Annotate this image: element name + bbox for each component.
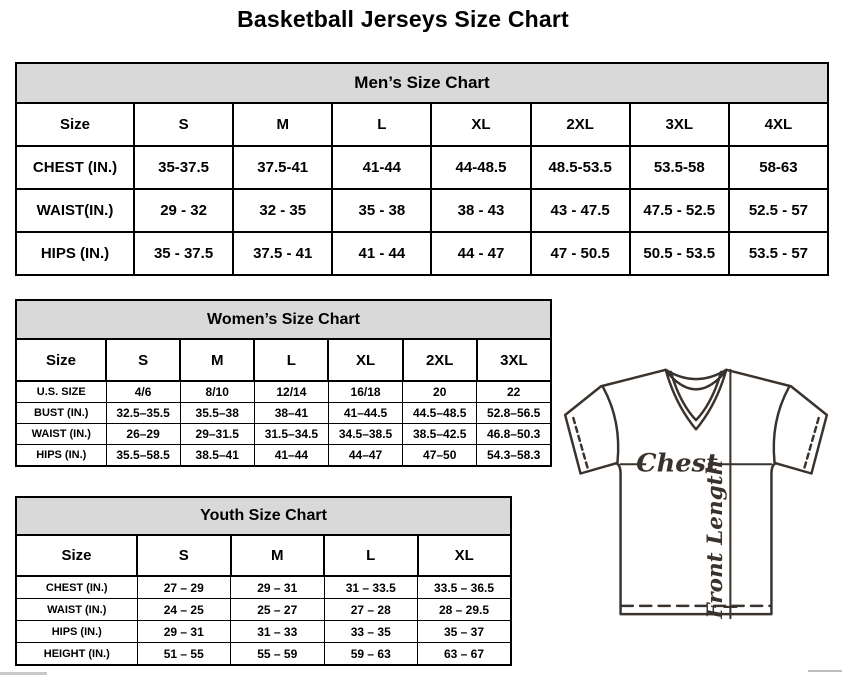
youth-value-cell: 25 – 27 [231, 599, 325, 621]
men-value-cell: 43 - 47.5 [531, 189, 630, 232]
youth-row-label: CHEST (IN.) [16, 576, 137, 599]
women-table-row [16, 424, 551, 445]
men-value-cell: 50.5 - 53.5 [630, 232, 729, 275]
youth-size-col-L: L [324, 535, 418, 576]
youth-value-cell: 51 – 55 [137, 643, 231, 666]
women-value-cell: 41–44 [254, 445, 328, 467]
men-size-col-S: S [134, 103, 233, 146]
chest-label: Chest [636, 448, 718, 479]
men-row-label: WAIST(IN.) [16, 189, 134, 232]
men-size-col-M: M [233, 103, 332, 146]
women-size-col-3XL: 3XL [477, 339, 551, 381]
men-table-row [16, 189, 828, 232]
youth-size-corner-cell: Size [16, 535, 137, 576]
men-value-cell: 41 - 44 [332, 232, 431, 275]
women-size-col-2XL: 2XL [403, 339, 477, 381]
women-size-col-L: L [254, 339, 328, 381]
men-table-row [16, 146, 828, 189]
women-value-cell: 46.8–50.3 [477, 424, 551, 445]
men-value-cell: 29 - 32 [134, 189, 233, 232]
men-value-cell: 44-48.5 [431, 146, 530, 189]
women-row-label: WAIST (IN.) [16, 424, 106, 445]
youth-value-cell: 29 – 31 [137, 621, 231, 643]
women-value-cell: 41–44.5 [328, 403, 402, 424]
youth-value-cell: 33.5 – 36.5 [418, 576, 512, 599]
youth-value-cell: 55 – 59 [231, 643, 325, 666]
womens-size-chart-section [15, 299, 552, 467]
women-size-col-XL: XL [328, 339, 402, 381]
women-value-cell: 52.8–56.5 [477, 403, 551, 424]
women-value-cell: 47–50 [403, 445, 477, 467]
youth-value-cell: 35 – 37 [418, 621, 512, 643]
youth-table-row [16, 576, 511, 599]
men-size-col-2XL: 2XL [531, 103, 630, 146]
youth-row-label: WAIST (IN.) [16, 599, 137, 621]
youth-value-cell: 27 – 28 [324, 599, 418, 621]
women-value-cell: 38.5–42.5 [403, 424, 477, 445]
men-row-label: CHEST (IN.) [16, 146, 134, 189]
men-value-cell: 35 - 38 [332, 189, 431, 232]
women-value-cell: 22 [477, 381, 551, 403]
men-value-cell: 53.5-58 [630, 146, 729, 189]
youth-size-chart-section [15, 496, 512, 666]
women-value-cell: 38.5–41 [180, 445, 254, 467]
women-size-col-S: S [106, 339, 180, 381]
women-row-label: HIPS (IN.) [16, 445, 106, 467]
women-table-row [16, 381, 551, 403]
women-value-cell: 44–47 [328, 445, 402, 467]
men-value-cell: 44 - 47 [431, 232, 530, 275]
men-value-cell: 37.5-41 [233, 146, 332, 189]
women-table-title: Women’s Size Chart [16, 300, 551, 339]
women-table-row [16, 445, 551, 467]
youth-size-col-S: S [137, 535, 231, 576]
men-value-cell: 48.5-53.5 [531, 146, 630, 189]
men-value-cell: 58-63 [729, 146, 828, 189]
youth-row-label: HEIGHT (IN.) [16, 643, 137, 666]
men-table-title: Men’s Size Chart [16, 63, 828, 103]
men-size-corner-cell: Size [16, 103, 134, 146]
right-cuff-dashed-line [804, 418, 818, 468]
youth-value-cell: 28 – 29.5 [418, 599, 512, 621]
left-cuff-dashed-line [573, 418, 587, 468]
youth-value-cell: 59 – 63 [324, 643, 418, 666]
women-value-cell: 16/18 [328, 381, 402, 403]
men-value-cell: 35-37.5 [134, 146, 233, 189]
women-value-cell: 31.5–34.5 [254, 424, 328, 445]
youth-value-cell: 24 – 25 [137, 599, 231, 621]
women-table-row [16, 403, 551, 424]
women-value-cell: 4/6 [106, 381, 180, 403]
men-value-cell: 32 - 35 [233, 189, 332, 232]
youth-table-row [16, 599, 511, 621]
women-value-cell: 12/14 [254, 381, 328, 403]
youth-value-cell: 31 – 33.5 [324, 576, 418, 599]
women-value-cell: 38–41 [254, 403, 328, 424]
women-value-cell: 32.5–35.5 [106, 403, 180, 424]
youth-value-cell: 33 – 35 [324, 621, 418, 643]
men-value-cell: 37.5 - 41 [233, 232, 332, 275]
youth-value-cell: 29 – 31 [231, 576, 325, 599]
youth-table-row [16, 643, 511, 666]
youth-table-title: Youth Size Chart [16, 497, 511, 535]
youth-value-cell: 63 – 67 [418, 643, 512, 666]
women-value-cell: 35.5–58.5 [106, 445, 180, 467]
mens-size-table [15, 62, 829, 276]
women-value-cell: 8/10 [180, 381, 254, 403]
youth-size-table [15, 496, 512, 666]
women-value-cell: 26–29 [106, 424, 180, 445]
scrollbar-fragment-right [808, 670, 842, 672]
right-armhole-seam [774, 387, 789, 462]
youth-size-col-M: M [231, 535, 325, 576]
men-value-cell: 52.5 - 57 [729, 189, 828, 232]
women-value-cell: 44.5–48.5 [403, 403, 477, 424]
women-value-cell: 29–31.5 [180, 424, 254, 445]
women-row-label: BUST (IN.) [16, 403, 106, 424]
men-size-col-XL: XL [431, 103, 530, 146]
men-value-cell: 41-44 [332, 146, 431, 189]
men-value-cell: 53.5 - 57 [729, 232, 828, 275]
women-size-col-M: M [180, 339, 254, 381]
men-value-cell: 35 - 37.5 [134, 232, 233, 275]
women-size-corner-cell: Size [16, 339, 106, 381]
scrollbar-fragment-left [0, 672, 47, 675]
youth-value-cell: 27 – 29 [137, 576, 231, 599]
men-row-label: HIPS (IN.) [16, 232, 134, 275]
men-size-col-3XL: 3XL [630, 103, 729, 146]
collar-top-arc [666, 370, 727, 379]
women-value-cell: 35.5–38 [180, 403, 254, 424]
jersey-measurement-diagram [560, 364, 832, 622]
men-value-cell: 38 - 43 [431, 189, 530, 232]
women-value-cell: 20 [403, 381, 477, 403]
youth-size-col-XL: XL [418, 535, 512, 576]
youth-value-cell: 31 – 33 [231, 621, 325, 643]
women-row-label: U.S. SIZE [16, 381, 106, 403]
page-title: Basketball Jerseys Size Chart [237, 6, 569, 32]
men-size-col-L: L [332, 103, 431, 146]
youth-row-label: HIPS (IN.) [16, 621, 137, 643]
youth-table-row [16, 621, 511, 643]
front-length-label: Front Length [703, 459, 729, 619]
mens-size-chart-section [15, 62, 829, 276]
men-value-cell: 47 - 50.5 [531, 232, 630, 275]
womens-size-table [15, 299, 552, 467]
women-value-cell: 34.5–38.5 [328, 424, 402, 445]
men-size-col-4XL: 4XL [729, 103, 828, 146]
men-table-row [16, 232, 828, 275]
men-value-cell: 47.5 - 52.5 [630, 189, 729, 232]
jersey-outline [565, 370, 827, 614]
women-value-cell: 54.3–58.3 [477, 445, 551, 467]
left-armhole-seam [603, 387, 618, 462]
